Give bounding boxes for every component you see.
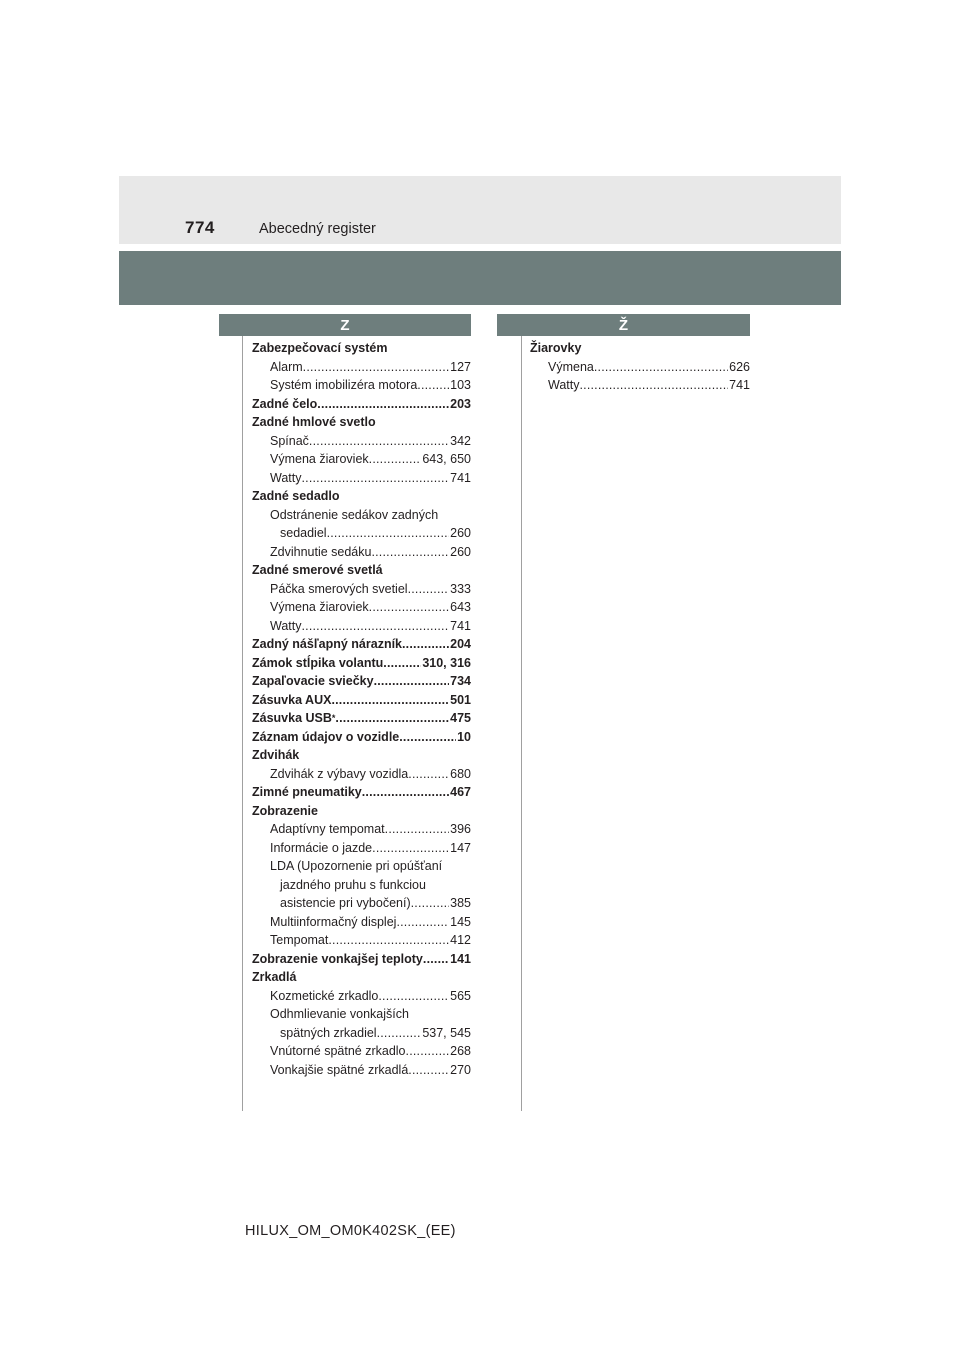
- index-entry-term: Zadné čelo: [252, 396, 318, 411]
- index-entry-page: 203: [450, 396, 471, 411]
- index-entry-term: LDA (Upozornenie pri opúšťaní: [270, 859, 443, 873]
- index-entry: [252, 617, 471, 636]
- index-entry: [252, 1061, 471, 1080]
- header-top-band: [119, 176, 841, 244]
- index-entry-page: 680: [450, 766, 471, 781]
- index-entry-term: Informácie o jazde: [270, 840, 373, 855]
- index-entry: [252, 857, 471, 876]
- index-entry-term: Vonkajšie spätné zrkadlá: [270, 1062, 409, 1077]
- index-entry: [252, 1024, 471, 1043]
- dot-leader: [369, 450, 422, 469]
- index-entry-term: Watty: [270, 470, 302, 485]
- dot-leader: [417, 376, 449, 395]
- index-entry-term: Zadné smerové svetlá: [252, 563, 383, 577]
- index-entry: [252, 469, 471, 488]
- dot-leader: [327, 524, 450, 543]
- index-entry-term: sedadiel: [280, 526, 327, 540]
- index-entry-term: Páčka smerových svetiel: [270, 581, 408, 596]
- index-entry-term: Watty: [270, 618, 302, 633]
- dot-leader: [328, 931, 449, 950]
- index-entry: [252, 746, 471, 765]
- index-entry: [252, 1042, 471, 1061]
- letter-heading-zh: Ž: [497, 314, 750, 336]
- page-number: 774: [185, 218, 215, 237]
- index-entry-term: Zámok stĺpika volantu: [252, 655, 384, 670]
- dot-leader: [383, 654, 421, 673]
- index-entry-page: 333: [450, 581, 471, 596]
- index-entry-page: 10: [457, 729, 471, 744]
- index-entry: [252, 950, 471, 969]
- index-entry-term: Adaptívny tempomat: [270, 822, 385, 836]
- index-entry-term: asistencie pri vybočení): [280, 896, 411, 910]
- dot-leader: [579, 376, 728, 395]
- index-entry: [252, 654, 471, 673]
- index-entry: [252, 839, 471, 858]
- index-entry: [252, 672, 471, 691]
- dot-leader: [372, 839, 449, 858]
- column-divider-right: [521, 336, 522, 1111]
- dot-leader: [303, 358, 449, 377]
- index-entry-term: Zadný nášľapný nárazník: [252, 637, 402, 651]
- index-entry-page: 537, 545: [422, 1025, 471, 1040]
- index-entry: [252, 506, 471, 525]
- dot-leader: [301, 469, 449, 488]
- index-entry-term: Výmena žiaroviek: [270, 452, 369, 466]
- dot-leader: [423, 950, 449, 969]
- index-entry-term: Odstránenie sedákov zadných: [270, 507, 439, 522]
- index-entry-page: 741: [729, 378, 750, 392]
- index-entry: [252, 691, 471, 710]
- index-entry: [530, 339, 750, 358]
- dot-leader: [335, 709, 449, 728]
- index-entry-term: Zabezpečovací systém: [252, 341, 388, 355]
- dot-leader: [406, 1042, 450, 1061]
- dot-leader: [331, 691, 449, 710]
- index-entry-page: 141: [450, 951, 471, 966]
- index-entry: [252, 1005, 471, 1024]
- index-entry-term: Odhmlievanie vonkajších: [270, 1007, 409, 1021]
- index-entry-term: Zadné sedadlo: [252, 489, 340, 503]
- index-entry-term: Zásuvka USB: [252, 711, 332, 725]
- index-entry: [252, 765, 471, 784]
- index-entry: [252, 820, 471, 839]
- section-title: Abecedný register: [259, 221, 376, 237]
- index-entry: [252, 450, 471, 469]
- index-entry: [530, 358, 750, 377]
- index-entry-term: Zadné hmlové svetlo: [252, 415, 376, 429]
- index-entry-page: 310, 316: [422, 655, 471, 670]
- index-entry-term: Zásuvka AUX: [252, 692, 332, 707]
- index-entry: [252, 894, 471, 913]
- index-entry: [252, 395, 471, 414]
- index-entry-term: Záznam údajov o vozidle: [252, 729, 400, 744]
- index-entry-term: Výmena: [548, 359, 594, 374]
- index-entry-page: 260: [450, 526, 471, 540]
- index-entry-page: 127: [450, 359, 471, 374]
- dot-leader: [374, 672, 450, 691]
- index-entry-page: 396: [450, 822, 471, 836]
- index-entry-term: Zdvihnutie sedáku: [270, 544, 372, 559]
- index-entry-term: Zimné pneumatiky: [252, 785, 362, 799]
- index-entry-term: Žiarovky: [530, 341, 582, 355]
- index-entry-page: 342: [450, 433, 471, 448]
- column-divider-left: [242, 336, 243, 1111]
- index-entry: [252, 561, 471, 580]
- dot-leader: [371, 543, 449, 562]
- index-entry-term: Zobrazenie: [252, 803, 318, 818]
- index-column-left: [252, 339, 471, 1079]
- index-entry: [252, 931, 471, 950]
- index-entry-term: Tempomat: [270, 933, 329, 947]
- index-entry-page: 412: [450, 933, 471, 947]
- index-entry-term: Zapaľovacie sviečky: [252, 674, 374, 688]
- index-entry-page: 147: [450, 840, 471, 855]
- index-entry-page: 268: [450, 1044, 471, 1058]
- index-entry: [252, 487, 471, 506]
- index-entry-page: 270: [450, 1062, 471, 1077]
- dot-leader: [378, 987, 449, 1006]
- dot-leader: [408, 1061, 449, 1080]
- dot-leader: [362, 783, 449, 802]
- index-entry-page: 260: [450, 544, 471, 559]
- index-entry-page: 103: [450, 378, 471, 392]
- index-entry: [530, 376, 750, 395]
- index-entry-term: Zdvihák z výbavy vozidla: [270, 766, 409, 781]
- index-entry-page: 467: [450, 785, 471, 799]
- index-entry-term: Watty: [548, 378, 580, 392]
- dot-leader: [594, 358, 728, 377]
- dot-leader: [301, 617, 449, 636]
- index-entry: [252, 913, 471, 932]
- index-entry-term: Spínač: [270, 433, 309, 448]
- index-entry-page: 643: [450, 600, 471, 614]
- index-entry-term: spätných zrkadiel: [280, 1025, 377, 1040]
- index-entry-page: 565: [450, 988, 471, 1003]
- index-entry-page: 204: [450, 637, 471, 651]
- index-entry-page: 741: [450, 470, 471, 485]
- dot-leader: [399, 728, 456, 747]
- dot-leader: [408, 580, 450, 599]
- index-entry-term: Multiinformačný displej: [270, 914, 397, 929]
- index-entry-term: Kozmetické zrkadlo: [270, 988, 379, 1003]
- index-entry: [252, 968, 471, 987]
- dot-leader: [317, 395, 449, 414]
- index-entry: [252, 728, 471, 747]
- dot-leader: [411, 894, 450, 913]
- index-entry-page: 501: [450, 692, 471, 707]
- index-entry-page: 643, 650: [422, 452, 471, 466]
- index-entry-page: 385: [450, 896, 471, 910]
- index-entry-page: 475: [450, 711, 471, 725]
- index-entry: [252, 580, 471, 599]
- index-entry: [252, 802, 471, 821]
- dot-leader: [408, 765, 449, 784]
- index-entry-page: 741: [450, 618, 471, 633]
- dot-leader: [402, 635, 449, 654]
- index-entry-page: 626: [729, 359, 750, 374]
- index-entry: [252, 635, 471, 654]
- dot-leader: [385, 820, 449, 839]
- index-entry: [252, 376, 471, 395]
- header-dark-band: [119, 251, 841, 305]
- index-entry: [252, 339, 471, 358]
- index-entry: [252, 783, 471, 802]
- document-code: HILUX_OM_OM0K402SK_(EE): [245, 1223, 456, 1239]
- dot-leader: [396, 913, 449, 932]
- index-entry-term: Zobrazenie vonkajšej teploty: [252, 951, 423, 966]
- index-entry: [252, 598, 471, 617]
- index-entry-term: Systém imobilizéra motora: [270, 378, 418, 392]
- index-entry-term: Vnútorné spätné zrkadlo: [270, 1044, 406, 1058]
- index-entry: [252, 413, 471, 432]
- index-entry-term: jazdného pruhu s funkciou: [280, 877, 426, 892]
- index-entry-page: 734: [450, 674, 471, 688]
- index-entry: [252, 987, 471, 1006]
- index-entry-page: 145: [450, 914, 471, 929]
- index-entry: [252, 876, 471, 895]
- index-entry-term: Zrkadlá: [252, 970, 297, 984]
- index-entry-term: Zdvihák: [252, 748, 300, 762]
- index-entry: Zásuvka USB * ..... 475: [252, 709, 471, 728]
- letter-heading-z: Z: [219, 314, 471, 336]
- index-column-right: [530, 339, 750, 395]
- index-entry: [252, 358, 471, 377]
- index-entry: [252, 432, 471, 451]
- dot-leader: [369, 598, 449, 617]
- index-entry-term: Alarm: [270, 359, 303, 374]
- index-entry: [252, 524, 471, 543]
- dot-leader: [309, 432, 449, 451]
- index-entry-term: Výmena žiaroviek: [270, 600, 369, 614]
- index-entry: [252, 543, 471, 562]
- dot-leader: [377, 1024, 422, 1043]
